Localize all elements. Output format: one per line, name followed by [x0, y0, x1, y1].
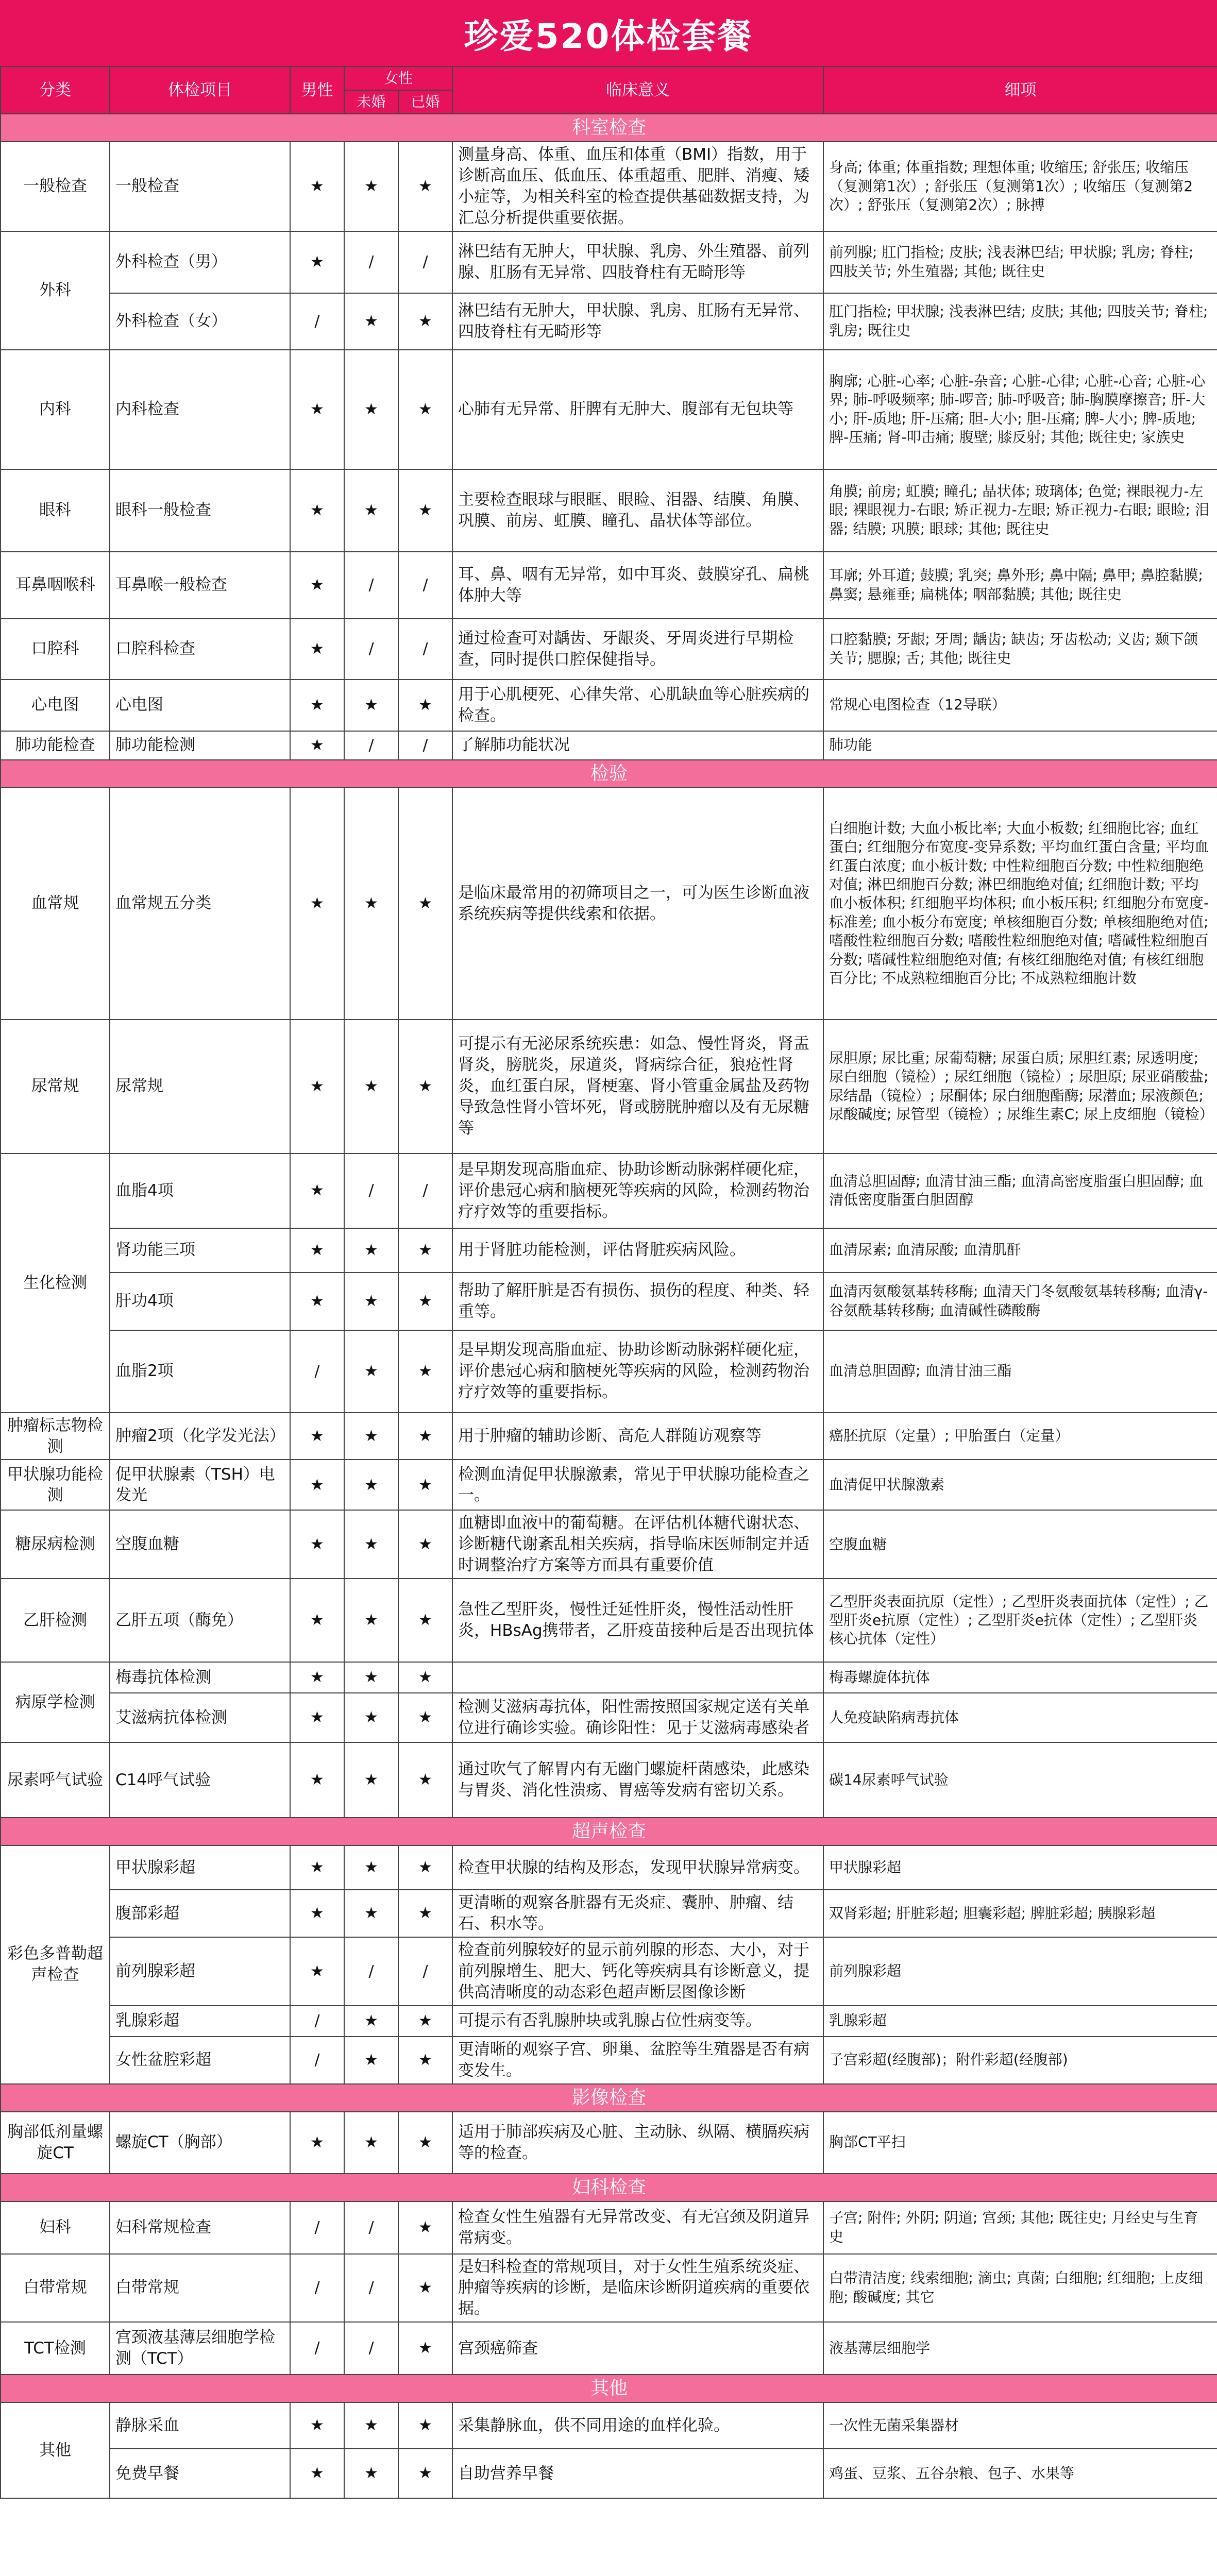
category-cell: 白带常规 — [1, 2254, 110, 2323]
table-row — [1, 2037, 1217, 2084]
item-cell: 白带常规 — [110, 2254, 290, 2323]
unmarried-mark: / — [344, 731, 398, 760]
section-title: 超声检查 — [1, 1818, 1217, 1845]
unmarried-mark: ★ — [344, 2006, 398, 2037]
table-row — [1, 1845, 1217, 1890]
married-mark: / — [398, 619, 452, 680]
table-row — [1, 1228, 1217, 1273]
category-cell: 眼科 — [1, 469, 110, 552]
unmarried-mark: / — [344, 552, 398, 619]
meaning-cell: 自助营养早餐 — [452, 2449, 823, 2498]
meaning-cell: 适用于肺部疾病及心脏、主动脉、纵隔、横膈疾病等的检查。 — [452, 2112, 823, 2174]
detail-cell: 液基薄层细胞学 — [823, 2322, 1217, 2375]
header-category: 分类 — [1, 66, 110, 114]
married-mark: ★ — [398, 1413, 452, 1460]
section-header — [1, 1818, 1217, 1845]
detail-cell: 子宫彩超(经腹部)；附件彩超(经腹部) — [823, 2037, 1217, 2084]
male-mark: ★ — [290, 619, 344, 680]
married-mark: ★ — [398, 2322, 452, 2375]
item-cell: C14呼气试验 — [110, 1742, 290, 1818]
item-cell: 血脂2项 — [110, 1330, 290, 1413]
detail-cell: 身高; 体重; 体重指数; 理想体重; 收缩压; 舒张压; 收缩压（复测第1次）; 舒张压（复测第1次）; 收缩压（复测第2次）; 舒张压（复测第2次）; 脉搏 — [823, 142, 1217, 231]
category-cell: 口腔科 — [1, 619, 110, 680]
meaning-cell: 检查前列腺较好的显示前列腺的形态、大小，对于前列腺增生、肥大、钙化等疾病具有诊断意义，提供高清晰度的动态彩色超声断层图像诊断 — [452, 1937, 823, 2006]
male-mark: ★ — [290, 231, 344, 293]
detail-cell: 耳廓; 外耳道; 鼓膜; 乳突; 鼻外形; 鼻中隔; 鼻甲; 鼻腔黏膜; 鼻窦; 悬雍垂; 扁桃体; 咽部黏膜; 其他; 既往史 — [823, 552, 1217, 619]
detail-cell: 角膜; 前房; 虹膜; 瞳孔; 晶状体; 玻璃体; 色觉; 裸眼视力-左眼; 裸眼视力-右眼; 矫正视力-左眼; 矫正视力-右眼; 眼睑; 泪器; 结膜; 巩膜; 眼球; 其他; 既往史 — [823, 469, 1217, 552]
meaning-cell: 帮助了解肝脏是否有损伤、损伤的程度、种类、轻重等。 — [452, 1273, 823, 1330]
item-cell: 腹部彩超 — [110, 1890, 290, 1937]
item-cell: 宫颈液基薄层细胞学检测（TCT） — [110, 2322, 290, 2375]
table-row — [1, 1742, 1217, 1818]
male-mark: ★ — [290, 731, 344, 760]
married-mark: ★ — [398, 680, 452, 731]
married-mark: ★ — [398, 1662, 452, 1693]
table-row — [1, 1662, 1217, 1693]
table-row — [1, 1460, 1217, 1510]
meaning-cell: 更清晰的观察子宫、卵巢、盆腔等生殖器是否有病变发生。 — [452, 2037, 823, 2084]
unmarried-mark: / — [344, 2254, 398, 2323]
table-row — [1, 2402, 1217, 2449]
section-header — [1, 114, 1217, 142]
married-mark: ★ — [398, 142, 452, 231]
section-header — [1, 760, 1217, 788]
married-mark: ★ — [398, 1693, 452, 1742]
unmarried-mark: ★ — [344, 1413, 398, 1460]
item-cell: 艾滋病抗体检测 — [110, 1693, 290, 1742]
header-female: 女性 — [344, 66, 452, 90]
meaning-cell: 宫颈癌筛查 — [452, 2322, 823, 2375]
table-row — [1, 2254, 1217, 2323]
married-mark: ★ — [398, 1845, 452, 1890]
unmarried-mark: / — [344, 1154, 398, 1228]
item-cell: 尿常规 — [110, 1020, 290, 1154]
item-cell: 甲状腺彩超 — [110, 1845, 290, 1890]
unmarried-mark: / — [344, 2322, 398, 2375]
unmarried-mark: ★ — [344, 2037, 398, 2084]
married-mark: / — [398, 1937, 452, 2006]
category-cell: TCT检测 — [1, 2322, 110, 2375]
header-meaning: 临床意义 — [452, 66, 823, 114]
unmarried-mark: ★ — [344, 1662, 398, 1693]
meaning-cell: 检测血清促甲状腺激素，常见于甲状腺功能检查之一。 — [452, 1460, 823, 1510]
table-row — [1, 2449, 1217, 2498]
male-mark: / — [290, 293, 344, 350]
item-cell: 心电图 — [110, 680, 290, 731]
table-row — [1, 231, 1217, 293]
meaning-cell: 是妇科检查的常规项目，对于女性生殖系统炎症、肿瘤等疾病的诊断，是临床诊断阴道疾病的重要依据。 — [452, 2254, 823, 2323]
meaning-cell: 淋巴结有无肿大，甲状腺、乳房、肛肠有无异常、四肢脊柱有无畸形等 — [452, 293, 823, 350]
unmarried-mark: ★ — [344, 469, 398, 552]
male-mark: ★ — [290, 1579, 344, 1662]
male-mark: ★ — [290, 680, 344, 731]
item-cell: 空腹血糖 — [110, 1510, 290, 1579]
unmarried-mark: / — [344, 2201, 398, 2254]
category-cell: 胸部低剂量螺旋CT — [1, 2112, 110, 2174]
detail-cell: 肛门指检; 甲状腺; 浅表淋巴结; 皮肤; 其他; 四肢关节; 脊柱; 乳房; 既往史 — [823, 293, 1217, 350]
married-mark: ★ — [398, 350, 452, 469]
detail-cell: 尿胆原; 尿比重; 尿葡萄糖; 尿蛋白质; 尿胆红素; 尿透明度; 尿白细胞（镜检）; 尿红细胞（镜检）; 尿胆原; 尿亚硝酸盐; 尿结晶（镜检）; 尿酮体; 尿白细胞酯酶; 尿潜血; 尿液颜色; 尿酸碱度; 尿管型（镜检）; 尿维生素C; 尿上皮细胞（镜检） — [823, 1020, 1217, 1154]
meaning-cell: 更清晰的观察各脏器有无炎症、囊肿、肿瘤、结石、积水等。 — [452, 1890, 823, 1937]
item-cell: 女性盆腔彩超 — [110, 2037, 290, 2084]
table-row — [1, 469, 1217, 552]
male-mark: ★ — [290, 142, 344, 231]
detail-cell: 前列腺; 肛门指检; 皮肤; 浅表淋巴结; 甲状腺; 乳房; 脊柱; 四肢关节; 外生殖器; 其他; 既往史 — [823, 231, 1217, 293]
category-cell: 彩色多普勒超声检查 — [1, 1845, 110, 2083]
male-mark: ★ — [290, 1228, 344, 1273]
married-mark: ★ — [398, 1742, 452, 1818]
table-row — [1, 2112, 1217, 2174]
male-mark: / — [290, 2037, 344, 2084]
married-mark: ★ — [398, 2112, 452, 2174]
section-header — [1, 2174, 1217, 2201]
header-item: 体检项目 — [110, 66, 290, 114]
detail-cell: 血清总胆固醇; 血清甘油三酯; 血清高密度脂蛋白胆固醇; 血清低密度脂蛋白胆固醇 — [823, 1154, 1217, 1228]
item-cell: 促甲状腺素（TSH）电发光 — [110, 1460, 290, 1510]
male-mark: / — [290, 2201, 344, 2254]
table-row — [1, 142, 1217, 231]
married-mark: ★ — [398, 2402, 452, 2449]
married-mark: ★ — [398, 1020, 452, 1154]
header-married: 已婚 — [398, 90, 452, 114]
item-cell: 妇科常规检查 — [110, 2201, 290, 2254]
section-header — [1, 2084, 1217, 2112]
male-mark: ★ — [290, 552, 344, 619]
header-detail: 细项 — [823, 66, 1217, 114]
table-row — [1, 1273, 1217, 1330]
category-cell: 一般检查 — [1, 142, 110, 231]
meaning-cell: 检测艾滋病毒抗体，阳性需按照国家规定送有关单位进行确诊实验。确诊阳性：见于艾滋病毒感染者 — [452, 1693, 823, 1742]
item-cell: 肾功能三项 — [110, 1228, 290, 1273]
male-mark: ★ — [290, 2449, 344, 2498]
unmarried-mark: ★ — [344, 2449, 398, 2498]
item-cell: 肺功能检测 — [110, 731, 290, 760]
detail-cell: 鸡蛋、豆浆、五谷杂粮、包子、水果等 — [823, 2449, 1217, 2498]
table-row — [1, 2201, 1217, 2254]
meaning-cell: 急性乙型肝炎，慢性迁延性肝炎，慢性活动性肝炎，HBsAg携带者，乙肝疫苗接种后是否出现抗体 — [452, 1579, 823, 1662]
item-cell: 外科检查（女） — [110, 293, 290, 350]
category-cell: 妇科 — [1, 2201, 110, 2254]
item-cell: 眼科一般检查 — [110, 469, 290, 552]
page-title: 珍爱520体检套餐 — [464, 16, 753, 56]
table-body — [1, 114, 1217, 2498]
item-cell: 外科检查（男） — [110, 231, 290, 293]
unmarried-mark: ★ — [344, 1845, 398, 1890]
male-mark: ★ — [290, 1020, 344, 1154]
item-cell: 一般检查 — [110, 142, 290, 231]
table-row — [1, 1413, 1217, 1460]
unmarried-mark: ★ — [344, 1742, 398, 1818]
meaning-cell: 用于肾脏功能检测，评估肾脏疾病风险。 — [452, 1228, 823, 1273]
married-mark: / — [398, 1154, 452, 1228]
detail-cell: 双肾彩超; 肝脏彩超; 胆囊彩超; 脾脏彩超; 胰腺彩超 — [823, 1890, 1217, 1937]
male-mark: / — [290, 2322, 344, 2375]
category-cell: 尿素呼气试验 — [1, 1742, 110, 1818]
category-cell: 甲状腺功能检测 — [1, 1460, 110, 1510]
unmarried-mark: ★ — [344, 142, 398, 231]
table-row — [1, 1020, 1217, 1154]
detail-cell: 血清总胆固醇; 血清甘油三酯 — [823, 1330, 1217, 1413]
married-mark: ★ — [398, 2037, 452, 2084]
male-mark: ★ — [290, 1273, 344, 1330]
unmarried-mark: ★ — [344, 788, 398, 1020]
meaning-cell: 检查甲状腺的结构及形态，发现甲状腺异常病变。 — [452, 1845, 823, 1890]
item-cell: 肿瘤2项（化学发光法） — [110, 1413, 290, 1460]
married-mark: / — [398, 552, 452, 619]
detail-cell: 白细胞计数; 大血小板比率; 大血小板数; 红细胞比容; 血红蛋白; 红细胞分布宽度-变异系数; 平均血红蛋白含量; 平均血红蛋白浓度; 血小板计数; 中性粒细胞百分数; 中性粒细胞绝对值; 淋巴细胞百分数; 淋巴细胞绝对值; 红细胞计数; 平均血小板体积; 红细胞平均体积; 血小板压积; 红细胞分布宽度-标准差; 血小板分布宽度; 单核细胞百分数; 单核细胞绝对值; 嗜酸性粒细胞百分数; 嗜酸性粒细胞绝对值; 嗜碱性粒细胞百分数; 嗜碱性粒细胞绝对值; 有核红细胞绝对值; 有核红细胞百分比; 不成熟粒细胞百分比; 不成熟粒细胞计数 — [823, 788, 1217, 1020]
item-cell: 乳腺彩超 — [110, 2006, 290, 2037]
detail-cell: 血清尿素; 血清尿酸; 血清肌酐 — [823, 1228, 1217, 1273]
unmarried-mark: ★ — [344, 1579, 398, 1662]
meaning-cell: 是临床最常用的初筛项目之一，可为医生诊断血液系统疾病等提供线索和依据。 — [452, 788, 823, 1020]
married-mark: ★ — [398, 1579, 452, 1662]
table-row — [1, 2322, 1217, 2375]
married-mark: / — [398, 731, 452, 760]
unmarried-mark: ★ — [344, 1693, 398, 1742]
item-cell: 螺旋CT（胸部） — [110, 2112, 290, 2174]
section-title: 影像检查 — [1, 2084, 1217, 2112]
category-cell: 心电图 — [1, 680, 110, 731]
category-cell: 耳鼻咽喉科 — [1, 552, 110, 619]
married-mark: ★ — [398, 1330, 452, 1413]
married-mark: ★ — [398, 1228, 452, 1273]
meaning-cell: 检查女性生殖器有无异常改变、有无宫颈及阴道异常病变。 — [452, 2201, 823, 2254]
male-mark: ★ — [290, 1937, 344, 2006]
table-row — [1, 1579, 1217, 1662]
male-mark: / — [290, 2006, 344, 2037]
meaning-cell — [452, 1662, 823, 1693]
detail-cell: 乙型肝炎表面抗原（定性）; 乙型肝炎表面抗体（定性）; 乙型肝炎e抗原（定性）; 乙型肝炎e抗体（定性）; 乙型肝炎核心抗体（定性） — [823, 1579, 1217, 1662]
married-mark: ★ — [398, 1273, 452, 1330]
category-cell: 其他 — [1, 2402, 110, 2498]
detail-cell: 子宫; 附件; 外阴; 阴道; 宫颈; 其他; 既往史; 月经史与生育史 — [823, 2201, 1217, 2254]
meaning-cell: 可提示有否乳腺肿块或乳腺占位性病变等。 — [452, 2006, 823, 2037]
meaning-cell: 测量身高、体重、血压和体重（BMI）指数，用于诊断高血压、低血压、体重超重、肥胖、消瘦、矮小症等，为相关科室的检查提供基础数据支持，为汇总分析提供重要依据。 — [452, 142, 823, 231]
item-cell: 口腔科检查 — [110, 619, 290, 680]
table-row — [1, 1510, 1217, 1579]
section-title: 妇科检查 — [1, 2174, 1217, 2201]
male-mark: ★ — [290, 469, 344, 552]
married-mark: ★ — [398, 2449, 452, 2498]
married-mark: ★ — [398, 788, 452, 1020]
unmarried-mark: ★ — [344, 1020, 398, 1154]
section-title: 检验 — [1, 760, 1217, 788]
meaning-cell: 主要检查眼球与眼眶、眼睑、泪器、结膜、角膜、巩膜、前房、虹膜、瞳孔、晶状体等部位。 — [452, 469, 823, 552]
married-mark: ★ — [398, 1890, 452, 1937]
unmarried-mark: ★ — [344, 1510, 398, 1579]
meaning-cell: 是早期发现高脂血症、协助诊断动脉粥样硬化症，评价患冠心病和脑梗死等疾病的风险，检测药物治疗疗效等的重要指标。 — [452, 1154, 823, 1228]
married-mark: ★ — [398, 1460, 452, 1510]
married-mark: ★ — [398, 293, 452, 350]
married-mark: ★ — [398, 2254, 452, 2323]
unmarried-mark: ★ — [344, 1890, 398, 1937]
married-mark: ★ — [398, 469, 452, 552]
male-mark: ★ — [290, 1413, 344, 1460]
male-mark: ★ — [290, 1742, 344, 1818]
table-row — [1, 2006, 1217, 2037]
category-cell: 糖尿病检测 — [1, 1510, 110, 1579]
male-mark: ★ — [290, 1154, 344, 1228]
section-header — [1, 2375, 1217, 2402]
unmarried-mark: ★ — [344, 293, 398, 350]
detail-cell: 白带清洁度; 线索细胞; 滴虫; 真菌; 白细胞; 红细胞; 上皮细胞; 酸碱度; 其它 — [823, 2254, 1217, 2323]
meaning-cell: 通过检查可对龋齿、牙龈炎、牙周炎进行早期检查，同时提供口腔保健指导。 — [452, 619, 823, 680]
unmarried-mark: ★ — [344, 1273, 398, 1330]
unmarried-mark: ★ — [344, 2112, 398, 2174]
table-row — [1, 350, 1217, 469]
male-mark: ★ — [290, 2402, 344, 2449]
detail-cell: 前列腺彩超 — [823, 1937, 1217, 2006]
married-mark: / — [398, 231, 452, 293]
unmarried-mark: / — [344, 619, 398, 680]
category-cell: 乙肝检测 — [1, 1579, 110, 1662]
table-row — [1, 552, 1217, 619]
item-cell: 静脉采血 — [110, 2402, 290, 2449]
table-row — [1, 619, 1217, 680]
meaning-cell: 用于肿瘤的辅助诊断、高危人群随访观察等 — [452, 1413, 823, 1460]
item-cell: 血常规五分类 — [110, 788, 290, 1020]
package-table — [0, 66, 1217, 2499]
detail-cell: 一次性无菌采集器材 — [823, 2402, 1217, 2449]
meaning-cell: 用于心肌梗死、心律失常、心肌缺血等心脏疾病的检查。 — [452, 680, 823, 731]
male-mark: ★ — [290, 1845, 344, 1890]
male-mark: ★ — [290, 1460, 344, 1510]
item-cell: 梅毒抗体检测 — [110, 1662, 290, 1693]
title-bar — [0, 0, 1217, 66]
unmarried-mark: / — [344, 231, 398, 293]
male-mark: ★ — [290, 1693, 344, 1742]
male-mark: / — [290, 2254, 344, 2323]
detail-cell: 常规心电图检查（12导联） — [823, 680, 1217, 731]
detail-cell: 乳腺彩超 — [823, 2006, 1217, 2037]
category-cell: 病原学检测 — [1, 1662, 110, 1742]
male-mark: ★ — [290, 1890, 344, 1937]
detail-cell: 人免疫缺陷病毒抗体 — [823, 1693, 1217, 1742]
detail-cell: 梅毒螺旋体抗体 — [823, 1662, 1217, 1693]
male-mark: ★ — [290, 788, 344, 1020]
unmarried-mark: ★ — [344, 2402, 398, 2449]
unmarried-mark: / — [344, 1937, 398, 2006]
header-male: 男性 — [290, 66, 344, 114]
table-row — [1, 731, 1217, 760]
header-unmarried: 未婚 — [344, 90, 398, 114]
table-row — [1, 1937, 1217, 2006]
table-row — [1, 1154, 1217, 1228]
detail-cell: 碳14尿素呼气试验 — [823, 1742, 1217, 1818]
item-cell: 内科检查 — [110, 350, 290, 469]
male-mark: ★ — [290, 1662, 344, 1693]
category-cell: 尿常规 — [1, 1020, 110, 1154]
married-mark: ★ — [398, 1510, 452, 1579]
detail-cell: 空腹血糖 — [823, 1510, 1217, 1579]
meaning-cell: 可提示有无泌尿系统疾患：如急、慢性肾炎，肾盂肾炎，膀胱炎，尿道炎，肾病综合征，狼疮性肾炎，血红蛋白尿，肾梗塞、肾小管重金属盐及药物导致急性肾小管坏死，肾或膀胱肿瘤以及有无尿糖等 — [452, 1020, 823, 1154]
unmarried-mark: ★ — [344, 1228, 398, 1273]
table-row — [1, 1330, 1217, 1413]
table-row — [1, 788, 1217, 1020]
category-cell: 外科 — [1, 231, 110, 350]
meaning-cell: 通过吹气了解胃内有无幽门螺旋杆菌感染，此感染与胃炎、消化性溃疡、胃癌等发病有密切关系。 — [452, 1742, 823, 1818]
detail-cell: 癌胚抗原（定量）; 甲胎蛋白（定量） — [823, 1413, 1217, 1460]
table-row — [1, 293, 1217, 350]
table-row — [1, 1890, 1217, 1937]
item-cell: 乙肝五项（酶免） — [110, 1579, 290, 1662]
male-mark: / — [290, 1330, 344, 1413]
married-mark: ★ — [398, 2006, 452, 2037]
section-title: 其他 — [1, 2375, 1217, 2402]
meaning-cell: 淋巴结有无肿大，甲状腺、乳房、外生殖器、前列腺、肛肠有无异常、四肢脊柱有无畸形等 — [452, 231, 823, 293]
unmarried-mark: ★ — [344, 680, 398, 731]
detail-cell: 胸部CT平扫 — [823, 2112, 1217, 2174]
detail-cell: 甲状腺彩超 — [823, 1845, 1217, 1890]
item-cell: 免费早餐 — [110, 2449, 290, 2498]
unmarried-mark: ★ — [344, 350, 398, 469]
category-cell: 生化检测 — [1, 1154, 110, 1413]
meaning-cell: 心肺有无异常、肝脾有无肿大、腹部有无包块等 — [452, 350, 823, 469]
detail-cell: 血清促甲状腺激素 — [823, 1460, 1217, 1510]
detail-cell: 肺功能 — [823, 731, 1217, 760]
item-cell: 血脂4项 — [110, 1154, 290, 1228]
detail-cell: 血清丙氨酸氨基转移酶; 血清天门冬氨酸氨基转移酶; 血清γ-谷氨酰基转移酶; 血清碱性磷酸酶 — [823, 1273, 1217, 1330]
married-mark: ★ — [398, 2201, 452, 2254]
category-cell: 肿瘤标志物检测 — [1, 1413, 110, 1460]
meaning-cell: 采集静脉血，供不同用途的血样化验。 — [452, 2402, 823, 2449]
meaning-cell: 是早期发现高脂血症、协助诊断动脉粥样硬化症，评价患冠心病和脑梗死等疾病的风险，检测药物治疗疗效等的重要指标。 — [452, 1330, 823, 1413]
table-row — [1, 680, 1217, 731]
male-mark: ★ — [290, 350, 344, 469]
item-cell: 前列腺彩超 — [110, 1937, 290, 2006]
category-cell: 内科 — [1, 350, 110, 469]
male-mark: ★ — [290, 1510, 344, 1579]
table-row — [1, 1693, 1217, 1742]
meaning-cell: 耳、鼻、咽有无异常，如中耳炎、鼓膜穿孔、扁桃体肿大等 — [452, 552, 823, 619]
detail-cell: 口腔黏膜; 牙龈; 牙周; 龋齿; 缺齿; 牙齿松动; 义齿; 颞下颌关节; 腮腺; 舌; 其他; 既往史 — [823, 619, 1217, 680]
unmarried-mark: ★ — [344, 1330, 398, 1413]
category-cell: 血常规 — [1, 788, 110, 1020]
detail-cell: 胸廓; 心脏-心率; 心脏-杂音; 心脏-心律; 心脏-心音; 心脏-心界; 肺-呼吸频率; 肺-啰音; 肺-呼吸音; 肺-胸膜摩擦音; 肝-大小; 肝-质地; 肝-压痛; 胆-大小; 胆-压痛; 脾-大小; 脾-质地; 脾-压痛; 肾-叩击痛; 腹壁; 膝反射; 其他; 既往史; 家族史 — [823, 350, 1217, 469]
meaning-cell: 血糖即血液中的葡萄糖。在评估机体糖代谢状态、诊断糖代谢紊乱相关疾病，指导临床医师制定并适时调整治疗方案等方面具有重要价值 — [452, 1510, 823, 1579]
male-mark: ★ — [290, 2112, 344, 2174]
meaning-cell: 了解肺功能状况 — [452, 731, 823, 760]
item-cell: 肝功4项 — [110, 1273, 290, 1330]
item-cell: 耳鼻喉一般检查 — [110, 552, 290, 619]
unmarried-mark: ★ — [344, 1460, 398, 1510]
category-cell: 肺功能检查 — [1, 731, 110, 760]
section-title: 科室检查 — [1, 114, 1217, 142]
